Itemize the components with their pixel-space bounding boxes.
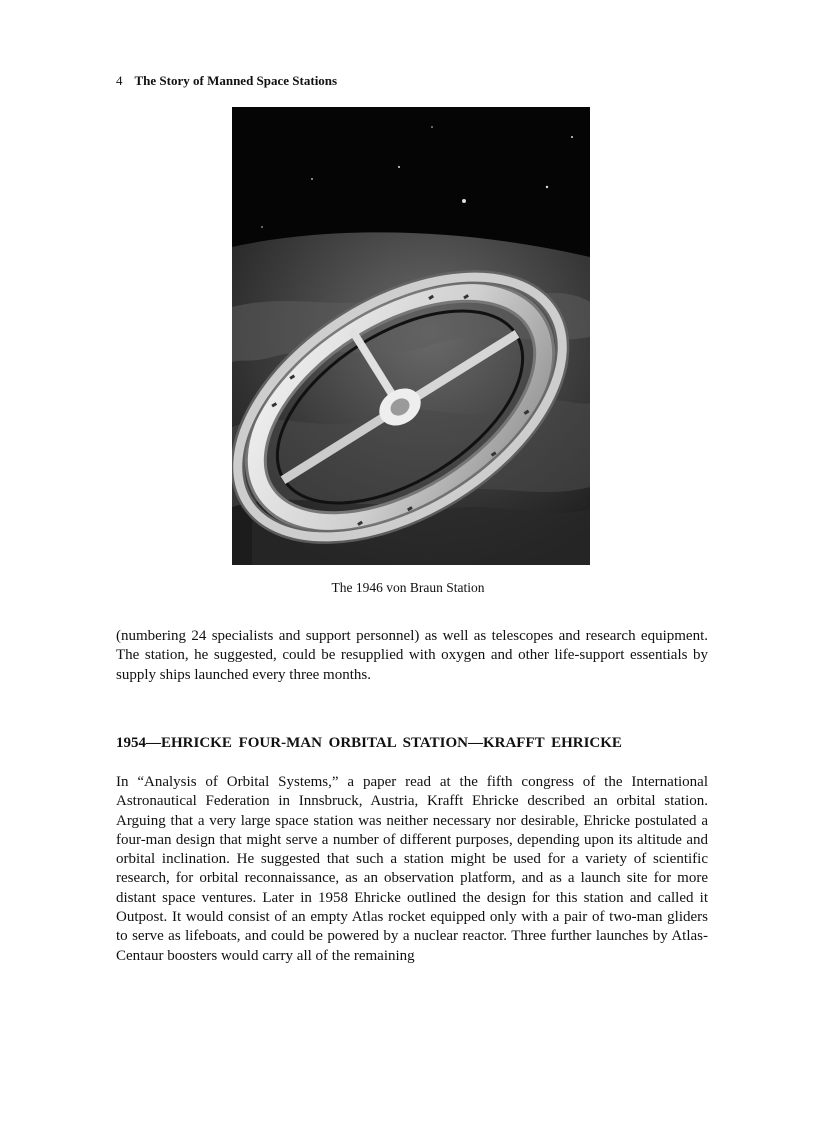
section-heading: 1954—EHRICKE FOUR-MAN ORBITAL STATION—KRAFFT EHRICKE <box>116 735 622 751</box>
paragraph-ehricke: In “Analysis of Orbital Systems,” a paper read at the fifth congress of the International Astronautical Federation in Innsbruck, Austria, Krafft Ehricke described an orbital station. Arguing that a very large space station was neither necessary nor desirable, Ehricke postulated a four-man design that might serve a number of different purposes, depending upon its altitude and orbital inclination. He suggested that such a station might be used for a variety of scientific research, for orbital reconnaissance, as an observation platform, and as a launch site for more distant space ventures. Later in 1958 Ehricke outlined the design for this station and called it Outpost. It would consist of an empty Atlas rocket equipped only with a pair of two-man gliders to serve as lifeboats, and could be powered by a nuclear reactor. Three further launches by Atlas-Centaur boosters would carry all of the remaining <box>116 774 708 964</box>
station-illustration <box>232 107 590 565</box>
book-title: The Story of Manned Space Stations <box>134 73 338 88</box>
figure-caption: The 1946 von Braun Station <box>331 580 485 595</box>
page-number: 4 <box>116 73 123 88</box>
paragraph-continued: (numbering 24 specialists and support personnel) as well as telescopes and research equipment. The station, he suggested, could be resupplied with oxygen and other life-support essentials by supply ships launched every three months. <box>116 628 708 683</box>
running-head <box>116 73 337 89</box>
